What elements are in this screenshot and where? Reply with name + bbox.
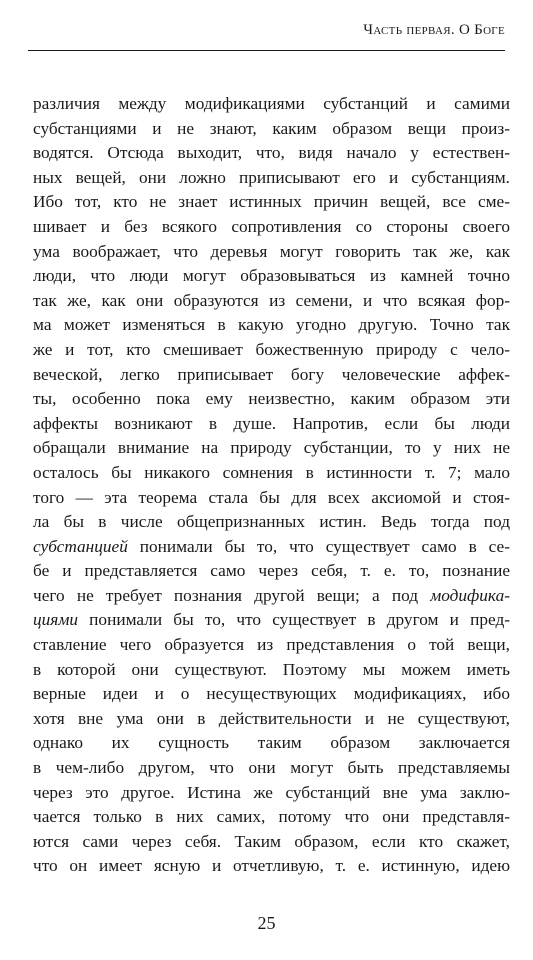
text-line: однако их сущность таким образом заключается	[33, 733, 510, 753]
italic-term-modification-part1: модифика-	[430, 585, 510, 605]
text-line: что он имеет ясную и отчетливую, т. е. истинную, идею	[33, 856, 510, 876]
text-line: хотя вне ума они в действительности и не существуют,	[33, 708, 510, 728]
text-line: чается только в них самих, потому что они представля-	[33, 807, 510, 827]
text-line: верные идеи и о несуществующих модификациях, ибо	[33, 684, 510, 704]
text-line: веческой, легко приписывает богу человеческие аффек-	[33, 364, 510, 384]
text-line: осталось бы никакого сомнения в истинности т. 7; мало	[33, 462, 510, 482]
text-line: в которой они существуют. Поэтому мы можем иметь	[33, 659, 510, 679]
text-fragment: понимали бы то, что существует само в се-	[127, 536, 510, 556]
italic-term-substance: субстанцией	[33, 536, 128, 556]
text-line: аффекты возникают в душе. Напротив, если бы люди	[33, 413, 510, 433]
text-line: водятся. Отсюда выходит, что, видя начало у естествен-	[33, 143, 510, 163]
text-line: шивает и без всякого сопротивления со стороны своего	[33, 216, 510, 236]
text-line: обращали внимание на природу субстанции, то у них не	[33, 438, 510, 458]
header-rule	[28, 50, 505, 51]
text-line: различия между модификациями субстанций и самими	[33, 94, 510, 113]
text-line: ются сами через себя. Таким образом, если кто скажет,	[33, 831, 510, 851]
text-line: того — эта теорема стала бы для всех аксиомой и стоя-	[33, 487, 510, 507]
page-number: 25	[257, 913, 276, 933]
text-line: ставление чего образуется из представления о той вещи,	[33, 635, 510, 655]
body-text	[33, 92, 510, 879]
text-line: бе и представляется само через себя, т. е. то, познание	[33, 561, 510, 581]
text-line: ных вещей, они ложно приписывают его и субстанциям.	[33, 167, 510, 187]
text-line: через это другое. Истина же субстанций вне ума заклю-	[33, 782, 510, 802]
text-fragment: чего не требует познания другой вещи; а под	[33, 585, 431, 605]
running-head: Часть первая. О Боге	[363, 22, 505, 38]
text-line: же и тот, кто смешивает божественную природу с чело-	[33, 339, 510, 359]
text-fragment: понимали бы то, что существует в другом и пред-	[77, 610, 510, 630]
text-line: ма может изменяться в какую угодно другую. Точно так	[33, 315, 510, 335]
text-line: субстанциями и не знают, каким образом вещи произ-	[33, 118, 510, 138]
text-line: Ибо тот, кто не знает истинных причин вещей, все сме-	[33, 192, 510, 212]
text-line	[33, 608, 510, 633]
text-line: так же, как они образуются из семени, и что всякая фор-	[33, 290, 510, 310]
text-line	[33, 584, 510, 609]
text-line: ты, особенно пока ему неизвестно, каким образом эти	[33, 389, 510, 409]
italic-term-modification-part2: циями	[33, 610, 78, 630]
text-line: люди, что люди могут образовываться из камней точно	[33, 266, 510, 286]
text-line: в чем-либо другом, что они могут быть представляемы	[33, 758, 510, 778]
text-line: ума воображает, что деревья могут говорить так же, как	[33, 241, 510, 261]
text-line	[33, 535, 510, 560]
text-line: ла бы в числе общепризнанных истин. Ведь тогда под	[33, 512, 510, 532]
